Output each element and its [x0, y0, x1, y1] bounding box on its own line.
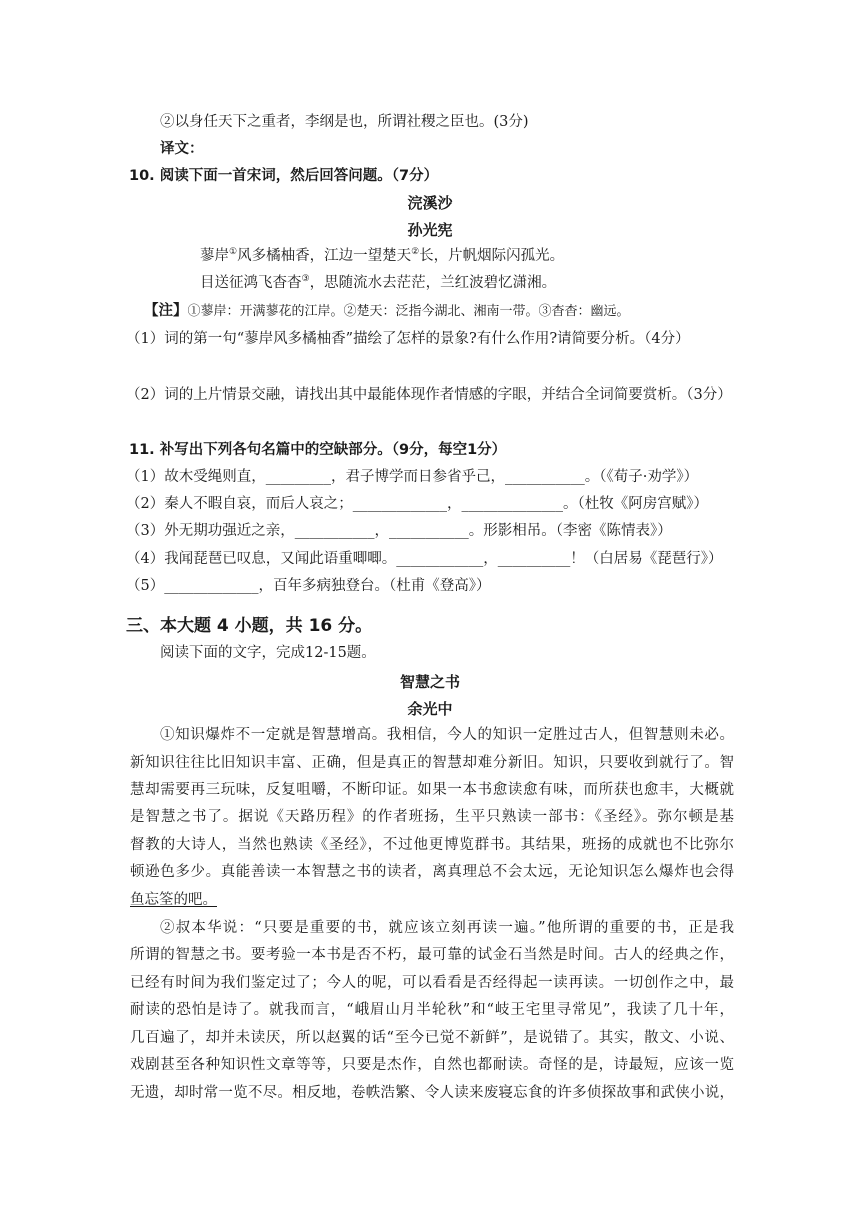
q11-item-5: （5）_____________，百年多病独登台。（杜甫《登高》）: [126, 578, 491, 594]
essay-author: 余光中: [407, 700, 453, 718]
q10-sub-1: （1）词的第一句“蓼岸风多橘柚香”描绘了怎样的景象?有什么作用?请简要分析。（4分）: [126, 331, 690, 347]
poem-line-1-b: 风多橘柚香，江边一望楚天: [237, 248, 412, 264]
essay-p2-line: 几百遍了，却并未读厌，所以赵翼的话“至今已觉不新鲜”，是说错了。其实，散文、小说、: [130, 1030, 734, 1046]
q11-item-4: （4）我闻琵琶已叹息，又闻此语重唧唧。____________，__________！（白居易《琵琶行》）: [126, 551, 723, 567]
essay-p1-line: 顿逊色多少。真能善读一本智慧之书的读者，离真理总不会太远，无论知识怎么爆炸也会得: [130, 864, 734, 880]
q9-item-2: ②以身任天下之重者，李纲是也，所谓社稷之臣也。(3分): [160, 114, 529, 130]
q10-title: 10. 阅读下面一首宋词，然后回答问题。（7分）: [129, 168, 439, 184]
poem-line-2-a: 目送征鸿飞杳杳: [200, 275, 302, 291]
essay-p1-line: 慧却需要再三玩味，反复咀嚼，不断印证。如果一本书愈读愈有味，而所获也愈丰，大概就: [130, 782, 734, 798]
q11-item-1: （1）故木受绳则直，_________，君子博学而日参省乎己，___________。（《荀子·劝学》）: [126, 469, 699, 485]
note-marker-2: ②: [411, 247, 420, 257]
poem-line-1-a: 蓼岸: [200, 248, 229, 264]
note-label: 【注】: [144, 303, 188, 319]
q10-sub-2: （2）词的上片情景交融，请找出其中最能体现作者情感的字眼，并结合全词简要赏析。（3分）: [126, 387, 732, 403]
essay-p2-line: 已经有时间为我们鉴定过了；今人的呢，可以看看是否经得起一读再读。一切创作之中，最: [130, 975, 734, 991]
section-3-intro: 阅读下面的文字，完成12-15题。: [160, 645, 376, 661]
poem-line-2-b: ，思随流水去茫茫，兰红波碧忆潇湘。: [309, 275, 557, 291]
essay-p1-line: 是智慧之书了。据说《天路历程》的作者班扬，生平只熟读一部书：《圣经》。弥尔顿是基: [130, 809, 734, 825]
essay-title: 智慧之书: [399, 673, 460, 691]
essay-p2-line: 所谓的智慧之书。要考验一本书是否不朽，最可靠的试金石当然是时间。古人的经典之作，: [130, 947, 734, 963]
q11-item-2: （2）秦人不暇自哀，而后人哀之；_____________，______________。（杜牧《阿房宫赋》）: [126, 496, 708, 512]
essay-p2-line: 戏剧甚至各种知识性文章等等，只要是杰作，自然也都耐读。奇怪的是，诗最短，应该一览: [130, 1057, 734, 1073]
poem-line-1: [200, 246, 564, 266]
note-marker-1: ①: [229, 247, 238, 257]
section-3-heading: 三、本大题 4 小题，共 16 分。: [126, 616, 373, 636]
essay-p2-line: 无遗，却时常一览不尽。相反地，卷帙浩繁、令人读来废寝忘食的许多侦探故事和武侠小说，: [130, 1085, 734, 1101]
essay-p1-line: ①知识爆炸不一定就是智慧增高。我相信，今人的知识一定胜过古人，但智慧则未必。: [160, 727, 734, 743]
note-marker-3: ③: [301, 274, 310, 284]
essay-p1-line: 新知识往往比旧知识丰富、正确，但是真正的智慧却难分新旧。知识，只要收到就行了。智: [130, 755, 734, 771]
essay-p2-line: ②叔本华说：“只要是重要的书，就应该立刻再读一遍。”他所谓的重要的书，正是我: [160, 920, 734, 936]
poem-title: 浣溪沙: [407, 194, 453, 212]
essay-p1-underlined: 鱼忘筌的吧。: [130, 892, 217, 908]
poem-line-1-c: 长，片帆烟际闪孤光。: [419, 248, 565, 264]
essay-p2-line: 耐读的恐怕是诗了。就我而言，“峨眉山月半轮秋”和“岐王宅里寻常见”，我读了几十年，: [130, 1002, 734, 1018]
q9-translation-label: 译文：: [160, 141, 204, 157]
essay-p1-line: 督教的大诗人，当然也熟读《圣经》，不过他更博览群书。其结果，班扬的成就也不比弥尔: [130, 837, 734, 853]
poem-line-2: [200, 273, 556, 293]
poem-note: [144, 301, 630, 322]
q11-title: 11. 补写出下列各句名篇中的空缺部分。（9分，每空1分）: [129, 442, 507, 458]
note-text: ①蓼岸：开满蓼花的江岸。②楚天：泛指今湖北、湘南一带。③杳杳：幽远。: [187, 304, 630, 319]
q11-item-3: （3）外无期功强近之亲，___________，___________。形影相吊。（李密《陈情表》）: [126, 523, 672, 539]
essay-p1-line-last: [130, 890, 217, 910]
poem-author: 孙光宪: [407, 221, 453, 239]
